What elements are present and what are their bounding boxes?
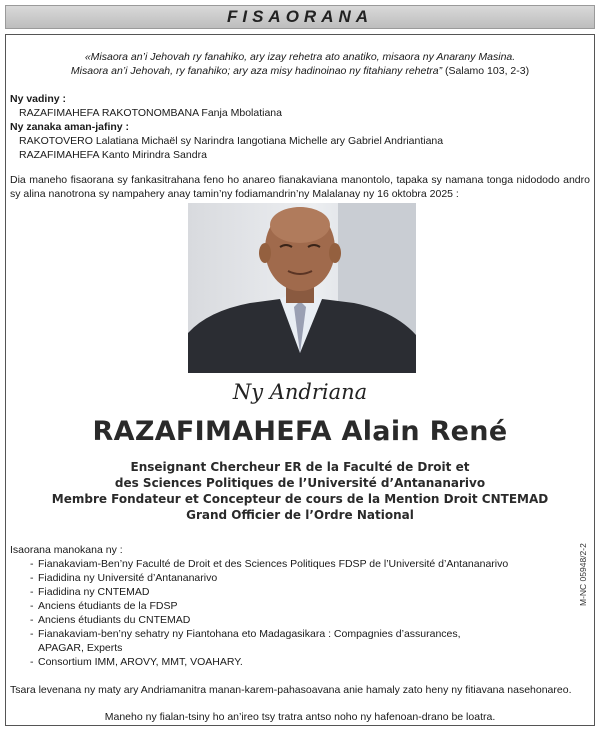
role-line: Enseignant Chercheur ER de la Faculté de Droit et (130, 460, 470, 474)
deceased-roles (0, 459, 600, 523)
closing-paragraph: Tsara levenana ny maty ary Andriamanitra manan-karem-pahasoavana anie hamaly zato heny ny fitiavana nasehonareo. (10, 684, 572, 696)
family-section (10, 92, 443, 162)
honorific-title: Ny Andriana (232, 380, 368, 404)
role-line: Grand Officier de l’Ordre National (186, 508, 414, 522)
quote-line-2: Misaora an’i Jehovah, ry fanahiko; ary aza misy hadinoinao ny fitahiany rehetra” (Salamo 103, 2-3) (70, 65, 530, 77)
spouse-heading: Ny vadiny : (10, 93, 67, 105)
children-heading: Ny zanaka aman-jafiny : (10, 121, 130, 133)
quote-reference: (Salamo 103, 2-3) (445, 65, 530, 77)
list-item: - Fianakaviam-ben’ny sehatry ny Fiantohana eto Madagasikara : Compagnies d’assurances, (10, 627, 508, 641)
header-banner (5, 5, 595, 29)
list-item: - Consortium IMM, AROVY, MMT, VOAHARY. (10, 655, 508, 669)
portrait-photo-icon (188, 203, 416, 373)
spouse-name: RAZAFIMAHEFA RAKOTONOMBANA Fanja Mbolatiana (19, 107, 282, 119)
list-item: - Fiadidina ny Université d’Antananarivo (10, 571, 508, 585)
list-item-continuation: APAGAR, Experts (38, 642, 123, 654)
role-line: des Sciences Politiques de l’Université d’Antananarivo (114, 476, 486, 490)
list-item: - Fiadidina ny CNTEMAD (10, 585, 508, 599)
child-entry: RAKOTOVERO Lalatiana Michaël sy Narindra Iangotiana Michelle ary Gabriel Andriantiana (19, 135, 444, 147)
intro-paragraph: Dia maneho fisaorana sy fankasitrahana feno ho anareo fianakaviana manontolo, tapaka sy namana tonga nidododo andro sy alina nanotrona sy nampahery anay tamin’ny fodiamandrin’ny Malalanay ny 16 oktobra 2025 : (10, 174, 590, 200)
quote-line-1: «Misaora an’i Jehovah ry fanahiko, ary izay rehetra ato anatiko, misaora ny Anarany Masina. (84, 51, 516, 63)
thanks-heading: Isaorana manokana ny : (10, 544, 123, 556)
role-line: Membre Fondateur et Concepteur de cours de la Mention Droit CNTEMAD (51, 492, 549, 506)
bible-quote (0, 50, 600, 78)
list-item: - Anciens étudiants de la FDSP (10, 599, 508, 613)
thanks-list (10, 557, 508, 669)
thanks-section (10, 543, 508, 669)
reference-code: M-NC 05948/2-2 (578, 543, 588, 606)
list-item: - Anciens étudiants du CNTEMAD (10, 613, 508, 627)
deceased-name: RAZAFIMAHEFA Alain René (92, 416, 508, 447)
closing-apology: Maneho ny fialan-tsiny ho an’ireo tsy tratra antso noho ny hafenoan-drano be loatra. (104, 711, 496, 723)
list-item: - Fianakaviam-Ben’ny Faculté de Droit et des Sciences Politiques FDSP de l’Université d’Antananarivo (10, 557, 508, 571)
child-entry: RAZAFIMAHEFA Kanto Mirindra Sandra (19, 149, 207, 161)
portrait-photo (188, 203, 416, 373)
banner-title: FISAORANA (226, 7, 374, 26)
